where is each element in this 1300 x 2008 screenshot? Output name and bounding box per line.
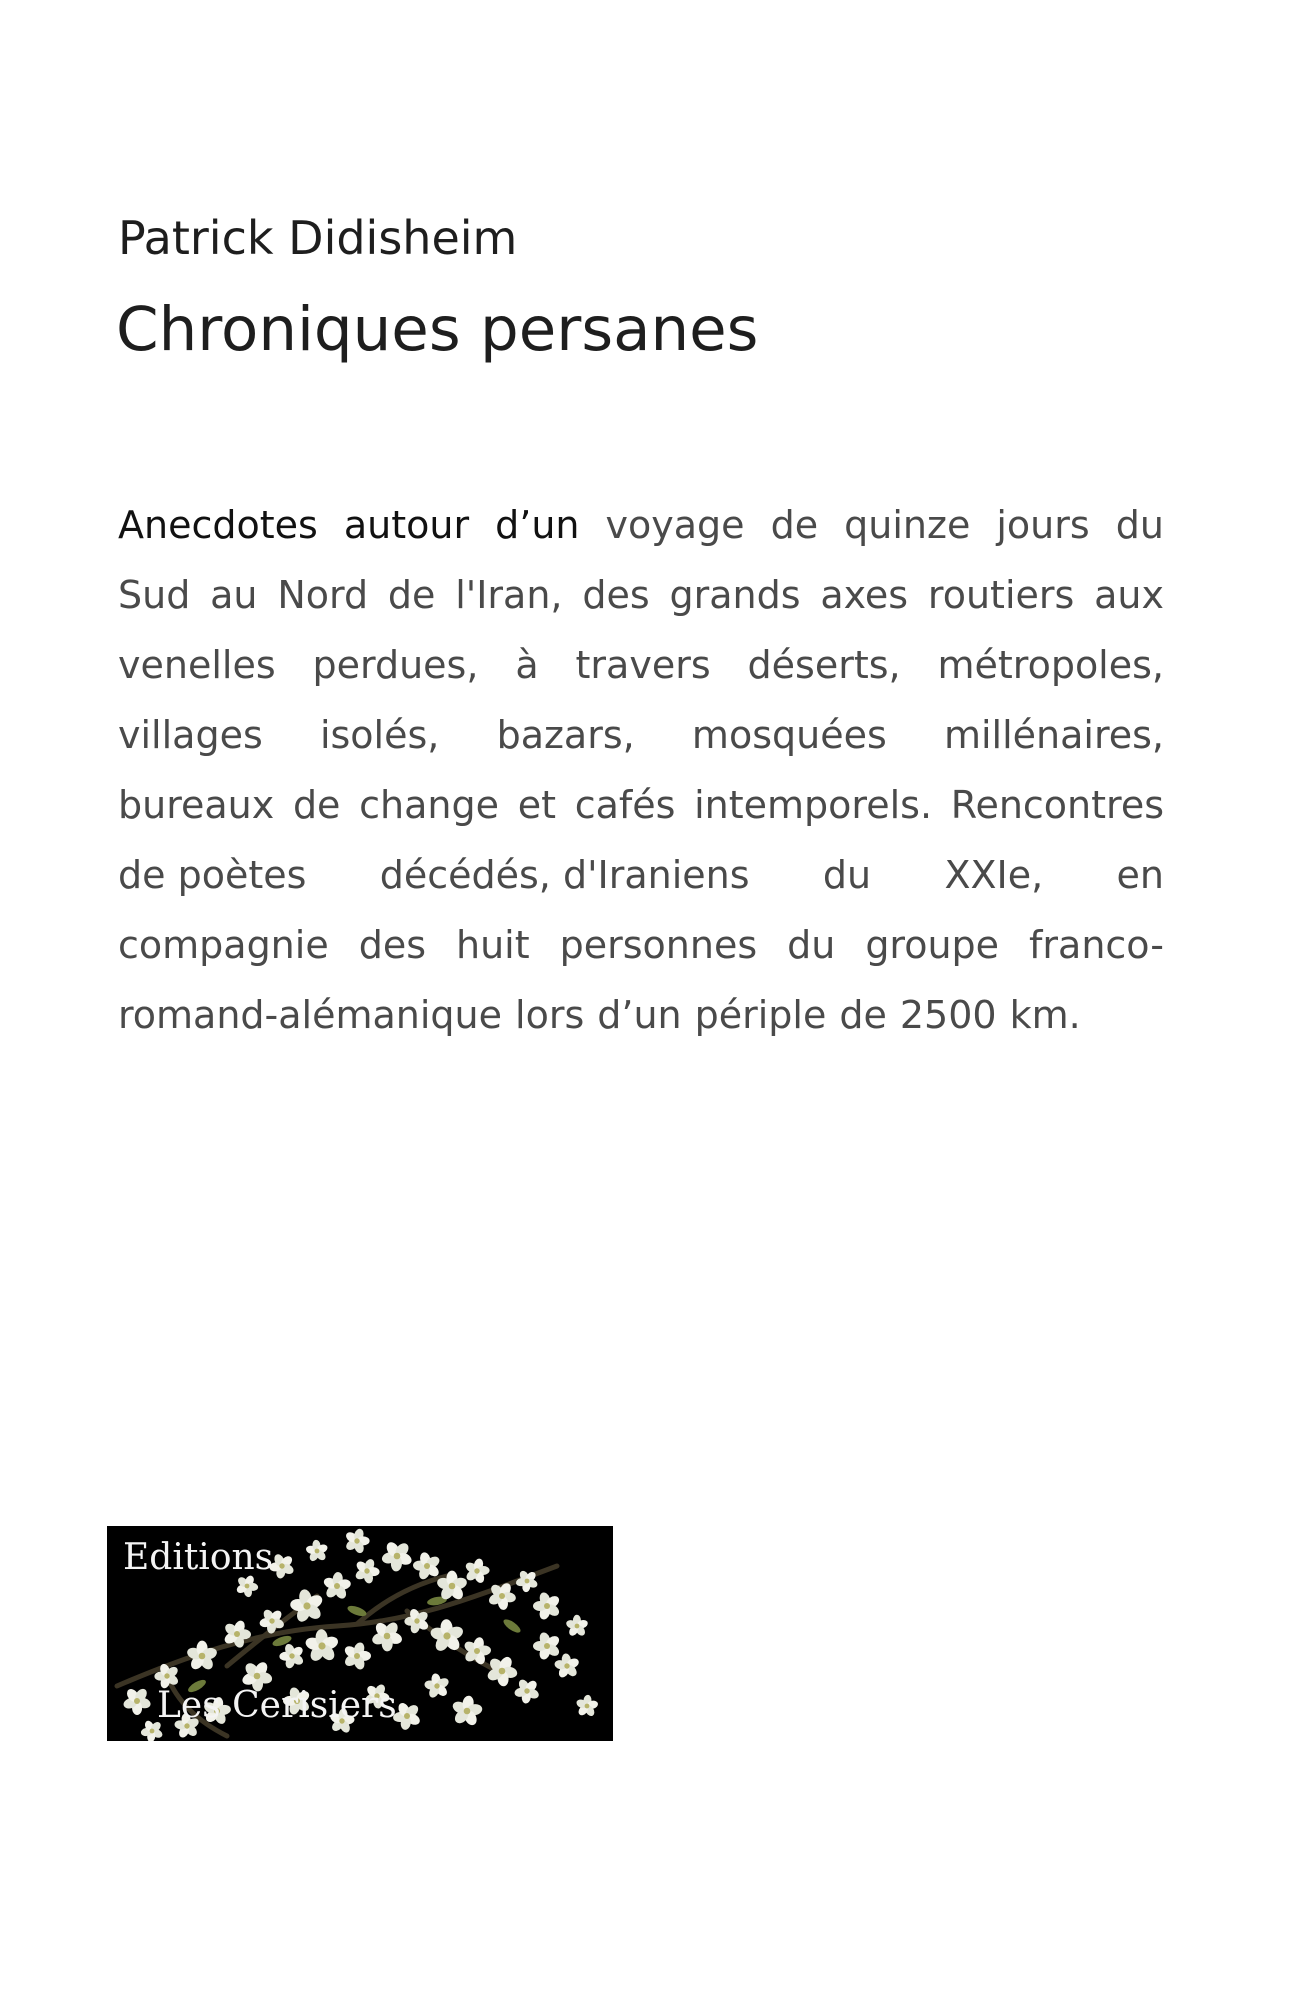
blurb-word: d’un bbox=[597, 993, 682, 1037]
blurb-word: venelles bbox=[118, 643, 276, 687]
blurb-word: en bbox=[1116, 853, 1164, 897]
blurb-word: mosquées bbox=[691, 713, 887, 757]
blurb-word: du bbox=[787, 923, 836, 967]
blurb-word: routiers bbox=[927, 573, 1075, 617]
blurb-word: des bbox=[582, 573, 650, 617]
blurb-word: isolés, bbox=[319, 713, 440, 757]
blurb-word: km. bbox=[1009, 993, 1081, 1037]
blurb-word: de bbox=[770, 503, 819, 547]
blurb-word: axes bbox=[820, 573, 909, 617]
blurb-word: Nord bbox=[277, 573, 369, 617]
blurb-word: millénaires, bbox=[943, 713, 1164, 757]
blurb-word: de bbox=[292, 783, 341, 827]
blurb-word: personnes bbox=[559, 923, 758, 967]
blurb-word: intemporels. bbox=[694, 783, 933, 827]
author-name: Patrick Didisheim bbox=[118, 211, 518, 265]
blurb-word: compagnie bbox=[118, 923, 329, 967]
blurb-word: métropoles, bbox=[937, 643, 1164, 687]
blurb-line bbox=[118, 910, 1164, 980]
blurb-word: au bbox=[210, 573, 258, 617]
blurb-line bbox=[118, 560, 1164, 630]
blurb-word: aux bbox=[1094, 573, 1164, 617]
blurb-word: à bbox=[515, 643, 539, 687]
blurb-word: huit bbox=[456, 923, 530, 967]
blurb-word: quinze bbox=[844, 503, 971, 547]
blurb-word: de bbox=[839, 993, 887, 1037]
publisher-name-line1: Editions bbox=[123, 1537, 274, 1578]
blurb-word: franco- bbox=[1029, 923, 1164, 967]
blurb-word: de poètes bbox=[118, 853, 307, 897]
blurb-word: du bbox=[822, 853, 872, 897]
publisher-logo bbox=[107, 1526, 613, 1741]
blurb-word: voyage bbox=[605, 503, 745, 547]
publisher-name-line2: Les Cerisiers bbox=[157, 1685, 397, 1726]
blurb-word: grands bbox=[669, 573, 801, 617]
blurb-word: romand-alémanique bbox=[118, 993, 503, 1037]
blurb-word: Sud bbox=[118, 573, 191, 617]
blurb-word: l'Iran, bbox=[455, 573, 563, 617]
blurb-paragraph bbox=[118, 490, 1164, 1050]
blurb-line bbox=[118, 980, 1164, 1050]
blurb-word: d’un bbox=[495, 503, 580, 547]
book-title: Chroniques persanes bbox=[116, 294, 759, 365]
blurb-line bbox=[118, 700, 1164, 770]
blurb-word: et bbox=[517, 783, 556, 827]
blurb-line bbox=[118, 630, 1164, 700]
blurb-word: du bbox=[1115, 503, 1164, 547]
blurb-word: décédés, d'Iraniens bbox=[379, 853, 750, 897]
blurb-word: bureaux bbox=[118, 783, 275, 827]
blurb-word: de bbox=[387, 573, 436, 617]
blurb-word: déserts, bbox=[747, 643, 901, 687]
blurb-word: Rencontres bbox=[950, 783, 1164, 827]
blurb-word: travers bbox=[575, 643, 711, 687]
blurb-word: lors bbox=[515, 993, 585, 1037]
blurb-word: change bbox=[359, 783, 499, 827]
blurb-word: des bbox=[358, 923, 427, 967]
blurb-word: bazars, bbox=[496, 713, 635, 757]
blurb-word: cafés bbox=[574, 783, 676, 827]
blurb-word: 2500 bbox=[899, 993, 997, 1037]
blurb-line bbox=[118, 770, 1164, 840]
blurb-word: groupe bbox=[865, 923, 1000, 967]
blurb-word: périple bbox=[694, 993, 827, 1037]
blurb-word: XXIe, bbox=[944, 853, 1044, 897]
blurb-word: villages bbox=[118, 713, 263, 757]
blurb-line bbox=[118, 490, 1164, 560]
blurb-word: Anecdotes bbox=[118, 503, 318, 547]
blurb-word: autour bbox=[343, 503, 470, 547]
blurb-word: jours bbox=[996, 503, 1090, 547]
blurb-word: perdues, bbox=[312, 643, 479, 687]
blurb-line bbox=[118, 840, 1164, 910]
